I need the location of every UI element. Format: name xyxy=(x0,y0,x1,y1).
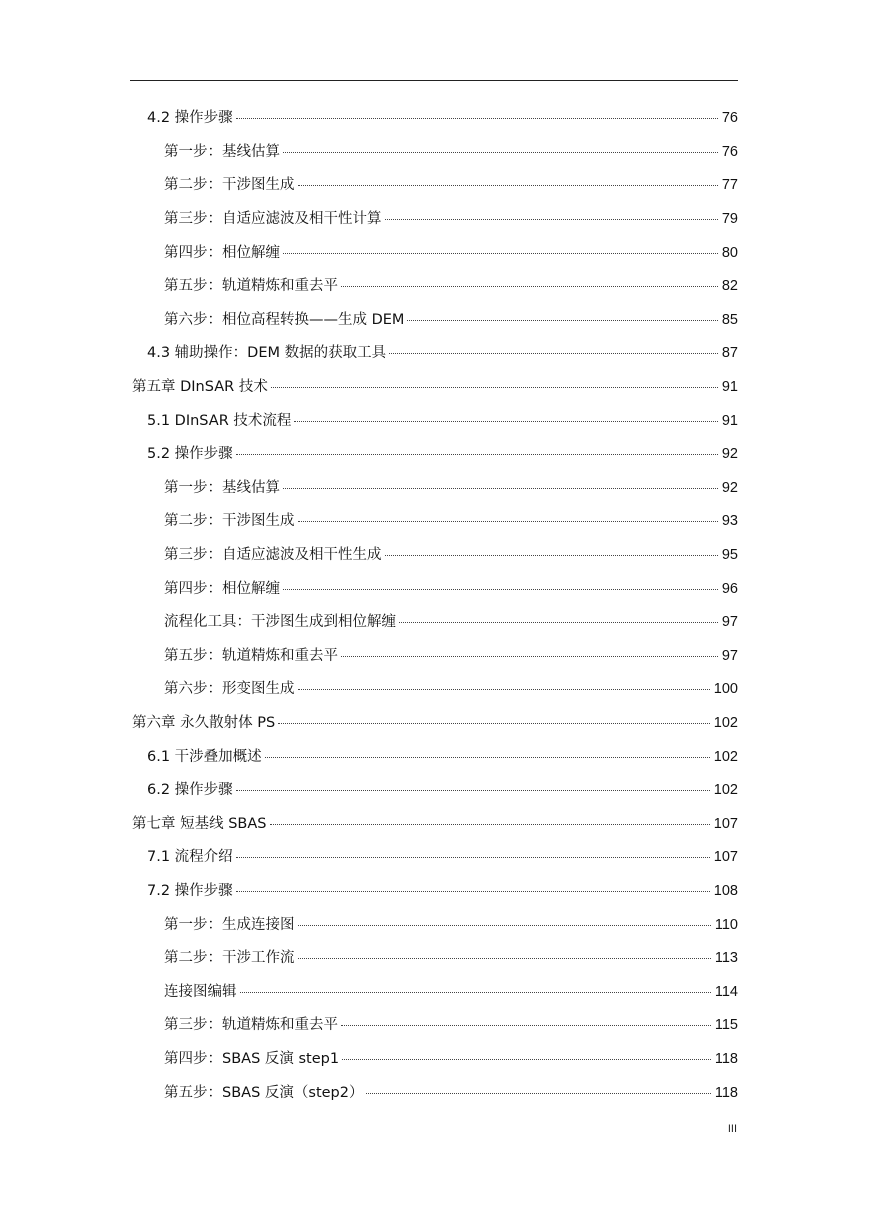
toc-entry-page-number: 113 xyxy=(714,950,738,967)
toc-entry-line xyxy=(147,880,738,901)
toc-dot-leader xyxy=(278,709,710,724)
toc-dot-leader xyxy=(298,507,718,522)
toc-entry-title: 6.1 干涉叠加概述 xyxy=(147,748,262,765)
toc-entry[interactable] xyxy=(0,471,869,505)
toc-entry[interactable] xyxy=(0,135,869,169)
toc-entry-title: 第一步：生成连接图 xyxy=(164,916,295,933)
toc-dot-leader xyxy=(283,239,718,254)
toc-entry-page-number: 107 xyxy=(713,849,738,866)
toc-entry-title: 4.2 操作步骤 xyxy=(147,110,233,127)
toc-entry-page-number: 107 xyxy=(713,815,738,832)
toc-entry-page-number: 91 xyxy=(721,379,738,396)
toc-dot-leader xyxy=(236,104,718,119)
toc-entry[interactable] xyxy=(0,101,869,135)
toc-entry-title: 5.1 DInSAR 技术流程 xyxy=(147,412,292,429)
toc-dot-leader xyxy=(341,272,718,287)
toc-entry-line xyxy=(132,813,738,834)
toc-entry-title: 第三步：自适应滤波及相干性计算 xyxy=(164,211,382,228)
toc-entry-title: 第三步：自适应滤波及相干性生成 xyxy=(164,547,382,564)
toc-entry-title: 连接图编辑 xyxy=(164,983,237,1000)
toc-entry[interactable] xyxy=(0,941,869,975)
toc-entry-page-number: 102 xyxy=(713,782,738,799)
toc-entry-title: 5.2 操作步骤 xyxy=(147,446,233,463)
toc-entry[interactable] xyxy=(0,773,869,807)
toc-entry-page-number: 77 xyxy=(721,177,738,194)
toc-entry-line xyxy=(132,376,738,397)
toc-dot-leader xyxy=(240,978,711,993)
toc-entry[interactable] xyxy=(0,639,869,673)
toc-dot-leader xyxy=(294,407,717,422)
toc-dot-leader xyxy=(283,138,718,153)
toc-entry-page-number: 100 xyxy=(713,681,738,698)
toc-entry-page-number: 118 xyxy=(714,1051,738,1068)
toc-dot-leader xyxy=(236,877,710,892)
toc-entry-line xyxy=(164,947,738,968)
toc-entry-page-number: 102 xyxy=(713,715,738,732)
toc-dot-leader xyxy=(341,642,718,657)
toc-entry-line xyxy=(147,779,738,800)
toc-entry[interactable] xyxy=(0,303,869,337)
toc-entry-page-number: 102 xyxy=(713,748,738,765)
toc-entry-line xyxy=(164,1048,738,1069)
toc-dot-leader xyxy=(265,743,710,758)
toc-entry[interactable] xyxy=(0,202,869,236)
toc-entry-title: 第一步：基线估算 xyxy=(164,479,280,496)
toc-dot-leader xyxy=(270,810,710,825)
toc-dot-leader xyxy=(342,1045,711,1060)
toc-entry-title: 第五步：轨道精炼和重去平 xyxy=(164,647,338,664)
toc-entry[interactable] xyxy=(0,269,869,303)
toc-entry-page-number: 97 xyxy=(721,614,738,631)
toc-entry-line xyxy=(164,914,738,935)
toc-entry-title: 第三步：轨道精炼和重去平 xyxy=(164,1017,338,1034)
toc-entry-title: 第六步：相位高程转换——生成 DEM xyxy=(164,311,405,328)
toc-entry[interactable] xyxy=(0,571,869,605)
toc-entry-page-number: 93 xyxy=(721,513,738,530)
header-rule xyxy=(130,80,738,81)
toc-entry-title: 6.2 操作步骤 xyxy=(147,782,233,799)
toc-entry-line xyxy=(147,846,738,867)
toc-dot-leader xyxy=(271,373,718,388)
toc-entry-title: 第七章 短基线 SBAS xyxy=(132,815,267,832)
toc-entry-page-number: 91 xyxy=(721,412,738,429)
toc-entry[interactable] xyxy=(0,840,869,874)
toc-entry[interactable] xyxy=(0,504,869,538)
toc-entry-page-number: 92 xyxy=(721,446,738,463)
toc-entry-line xyxy=(164,578,738,599)
toc-dot-leader xyxy=(236,440,718,455)
toc-entry-page-number: 87 xyxy=(721,345,738,362)
toc-entry-page-number: 76 xyxy=(721,110,738,127)
toc-entry-line xyxy=(147,746,738,767)
toc-entry-title: 第五步：轨道精炼和重去平 xyxy=(164,278,338,295)
toc-entry-page-number: 108 xyxy=(713,883,738,900)
toc-dot-leader xyxy=(385,205,718,220)
toc-entry[interactable] xyxy=(0,907,869,941)
toc-dot-leader xyxy=(298,171,718,186)
toc-entry-title: 第五步：SBAS 反演（step2） xyxy=(164,1084,364,1101)
toc-entry-page-number: 85 xyxy=(721,311,738,328)
toc-entry-line xyxy=(164,242,738,263)
toc-entry-line xyxy=(164,208,738,229)
toc-entry[interactable] xyxy=(0,739,869,773)
toc-entry-page-number: 115 xyxy=(714,1017,738,1034)
toc-entry-title: 第四步：相位解缠 xyxy=(164,580,280,597)
toc-entry-line xyxy=(164,1014,738,1035)
toc-entry[interactable] xyxy=(0,1042,869,1076)
toc-entry[interactable] xyxy=(0,235,869,269)
toc-dot-leader xyxy=(283,575,718,590)
toc-entry[interactable] xyxy=(0,1008,869,1042)
toc-entry-title: 第二步：干涉图生成 xyxy=(164,513,295,530)
toc-entry-line xyxy=(147,107,738,128)
page-number: III xyxy=(727,1123,737,1135)
toc-entry[interactable] xyxy=(0,403,869,437)
toc-dot-leader xyxy=(298,911,711,926)
toc-entry-page-number: 114 xyxy=(714,983,738,1000)
toc-entry-page-number: 118 xyxy=(714,1084,738,1101)
toc-entry[interactable] xyxy=(0,538,869,572)
toc-entry-line xyxy=(164,275,738,296)
toc-entry-title: 第四步：SBAS 反演 step1 xyxy=(164,1051,340,1068)
toc-entry-title: 第二步：干涉工作流 xyxy=(164,950,295,967)
toc-entry-page-number: 79 xyxy=(721,211,738,228)
toc-entry[interactable] xyxy=(0,807,869,841)
toc-entry-line xyxy=(164,981,738,1002)
toc-entry[interactable] xyxy=(0,975,869,1009)
toc-entry[interactable] xyxy=(0,1075,869,1109)
toc-entry-title: 第四步：相位解缠 xyxy=(164,244,280,261)
toc-entry-line xyxy=(164,141,738,162)
toc-entry-title: 第二步：干涉图生成 xyxy=(164,177,295,194)
toc-dot-leader xyxy=(236,843,710,858)
toc-dot-leader xyxy=(236,776,710,791)
toc-entry-line xyxy=(164,678,738,699)
toc-entry-page-number: 92 xyxy=(721,479,738,496)
toc-entry[interactable] xyxy=(0,874,869,908)
toc-dot-leader xyxy=(366,1079,710,1094)
toc-entry-line xyxy=(164,174,738,195)
toc-entry[interactable] xyxy=(0,672,869,706)
toc-entry-line xyxy=(147,443,738,464)
toc-entry-page-number: 95 xyxy=(721,547,738,564)
toc-entry-line xyxy=(164,309,738,330)
toc-entry[interactable] xyxy=(0,605,869,639)
toc-entry-title: 第五章 DInSAR 技术 xyxy=(132,379,268,396)
toc-entry[interactable] xyxy=(0,336,869,370)
toc-entry-line xyxy=(164,611,738,632)
toc-entry-title: 流程化工具：干涉图生成到相位解缠 xyxy=(164,614,396,631)
toc-dot-leader xyxy=(389,339,718,354)
toc-entry-title: 第六步：形变图生成 xyxy=(164,681,295,698)
toc-entry-title: 第六章 永久散射体 PS xyxy=(132,715,276,732)
toc-entry[interactable] xyxy=(0,437,869,471)
toc-entry-line xyxy=(147,342,738,363)
toc-entry-page-number: 80 xyxy=(721,244,738,261)
toc-entry-line xyxy=(164,510,738,531)
toc-entry-title: 第一步：基线估算 xyxy=(164,143,280,160)
toc-entry-line xyxy=(164,477,738,498)
toc-dot-leader xyxy=(298,675,710,690)
toc-entry[interactable] xyxy=(0,168,869,202)
toc-entry-page-number: 97 xyxy=(721,647,738,664)
toc-entry-line xyxy=(132,712,738,733)
toc-entry[interactable] xyxy=(0,706,869,740)
toc-dot-leader xyxy=(298,944,711,959)
toc-entry-page-number: 82 xyxy=(721,278,738,295)
toc-entry-line xyxy=(164,544,738,565)
toc-dot-leader xyxy=(385,541,718,556)
toc-entry-line xyxy=(147,410,738,431)
toc-entry-title: 7.1 流程介绍 xyxy=(147,849,233,866)
toc-dot-leader xyxy=(407,306,717,321)
toc-entry-page-number: 76 xyxy=(721,143,738,160)
toc-entry-page-number: 110 xyxy=(714,916,738,933)
toc-entry-title: 4.3 辅助操作：DEM 数据的获取工具 xyxy=(147,345,387,362)
toc-dot-leader xyxy=(283,474,718,489)
toc-entry-line xyxy=(164,645,738,666)
toc-dot-leader xyxy=(399,608,718,623)
toc-dot-leader xyxy=(341,1011,711,1026)
toc-entry[interactable] xyxy=(0,370,869,404)
toc-entry-page-number: 96 xyxy=(721,580,738,597)
toc-entry-line xyxy=(164,1082,738,1103)
toc-entry-title: 7.2 操作步骤 xyxy=(147,883,233,900)
